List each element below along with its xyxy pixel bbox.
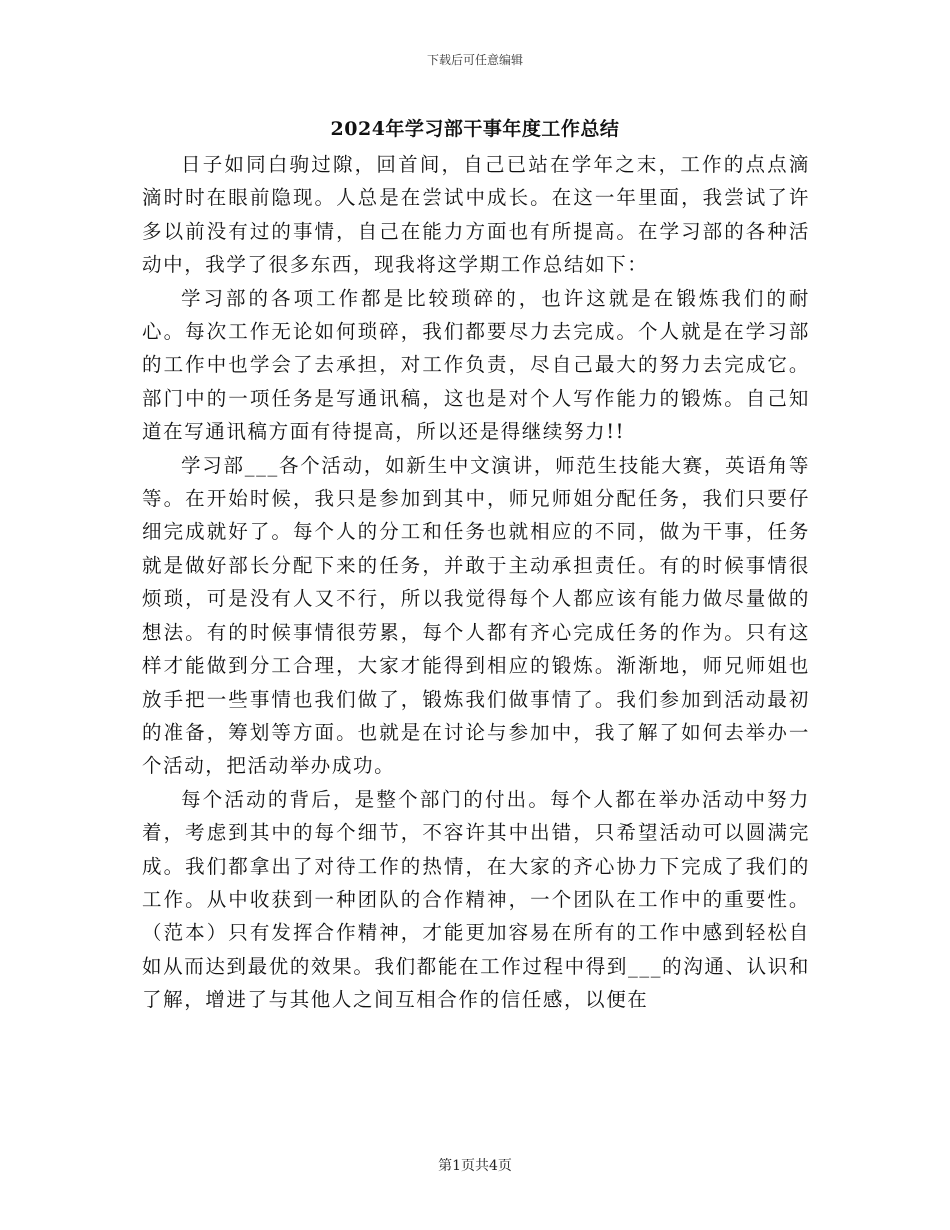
paragraph: 日子如同白驹过隙，回首间，自己已站在学年之末，工作的点点滴滴时时在眼前隐现。人总是在尝试中成长。在这一年里面，我尝试了许多以前没有过的事情，自己在能力方面也有所提高。在学习部的各种活动中，我学了很多东西，现我将这学期工作总结如下：	[142, 153, 810, 277]
paragraph: 学习部___各个活动，如新生中文演讲，师范生技能大赛，英语角等等。在开始时候，我只是参加到其中，师兄师姐分配任务，我们只要仔细完成就好了。每个人的分工和任务也就相应的不同，做为干事，任务就是做好部长分配下来的任务，并敢于主动承担责任。有的时候事情很烦琐，可是没有人又不行，所以我觉得每个人都应该有能力做尽量做的想法。有的时候事情很劳累，每个人都有齐心完成任务的作为。只有这样才能做到分工合理，大家才能得到相应的锻炼。渐渐地，师兄师姐也放手把一些事情也我们做了，锻炼我们做事情了。我们参加到活动最初的准备，筹划等方面。也就是在讨论与参加中，我了解了如何去举办一个活动，把活动举办成功。	[142, 453, 810, 778]
page-header-note: 下载后可任意编辑	[426, 53, 523, 67]
document-body	[142, 148, 810, 1017]
paragraph: 每个活动的背后，是整个部门的付出。每个人都在举办活动中努力着，考虑到其中的每个细节，不容许其中出错，只希望活动可以圆满完成。我们都拿出了对待工作的热情，在大家的齐心协力下完成了我们的工作。从中收获到一种团队的合作精神，一个团队在工作中的重要性。（范本）只有发挥合作精神，才能更加容易在所有的工作中感到轻松自如从而达到最优的效果。我们都能在工作过程中得到___的沟通、认识和了解，增进了与其他人之间互相合作的信任感，以便在	[142, 787, 810, 1012]
paragraph: 学习部的各项工作都是比较琐碎的，也许这就是在锻炼我们的耐心。每次工作无论如何琐碎，我们都要尽力去完成。个人就是在学习部的工作中也学会了去承担，对工作负责，尽自己最大的努力去完成它。部门中的一项任务是写通讯稿，这也是对个人写作能力的锻炼。自己知道在写通讯稿方面有待提高，所以还是得继续努力!!	[142, 286, 810, 444]
page-number: 第1页共4页	[438, 1158, 512, 1174]
document-title: 2024年学习部干事年度工作总结	[330, 118, 620, 140]
